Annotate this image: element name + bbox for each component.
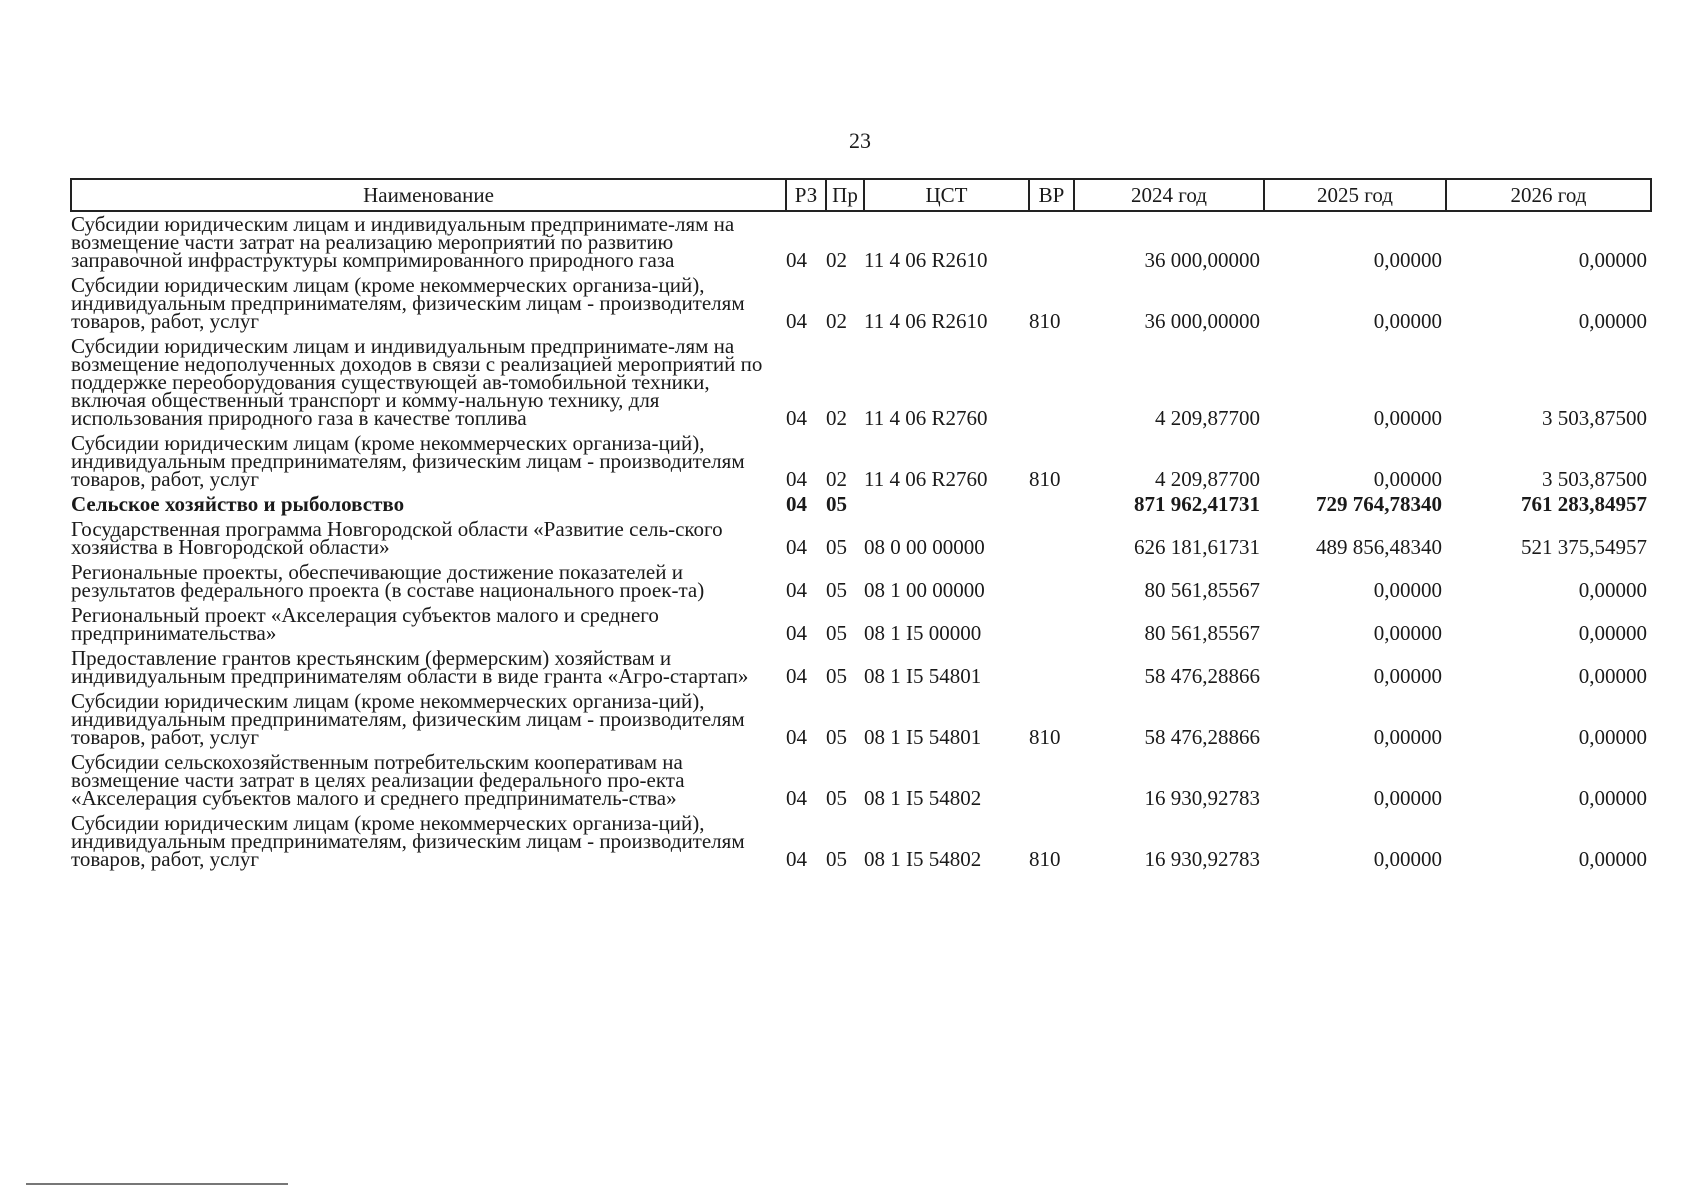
row-value-2025: 0,00000 [1373, 406, 1442, 430]
row-value-2025: 729 764,78340 [1316, 492, 1442, 516]
budget-table [70, 178, 1652, 872]
row-value-2025: 0,00000 [1373, 578, 1442, 602]
row-vr [1029, 334, 1074, 431]
row-name: Региональный проект «Акселерация субъектов малого и среднего предпринимательства» [71, 603, 659, 645]
row-name: Субсидии юридическим лицам и индивидуальным предпринимате-лям на возмещение недополученных доходов в связи с реализацией мероприятий по поддержке переоборудования существующей ав-томобильной техники, включая общественный транспорт и комму-нальную технику, для использования природного газа в качестве топлива [71, 334, 763, 430]
row-value-2026: 0,00000 [1578, 725, 1647, 749]
footer-rule [26, 1183, 288, 1185]
row-vr [1029, 211, 1074, 273]
table-row [71, 811, 1651, 872]
table-row [71, 603, 1651, 646]
row-pr: 02 [826, 467, 847, 491]
row-value-2026: 0,00000 [1578, 309, 1647, 333]
row-value-2024: 16 930,92783 [1144, 786, 1260, 810]
row-name: Сельское хозяйство и рыболовство [71, 492, 405, 516]
table-row [71, 273, 1651, 334]
row-name: Субсидии юридическим лицам и индивидуальным предпринимате-лям на возмещение части затрат на реализацию мероприятий по развитию заправочной инфраструктуры компримированного природного газа [71, 212, 735, 272]
row-rz: 04 [786, 492, 807, 516]
row-value-2024: 80 561,85567 [1144, 621, 1260, 645]
row-rz: 04 [786, 847, 807, 871]
row-value-2024: 16 930,92783 [1144, 847, 1260, 871]
row-value-2026: 0,00000 [1578, 847, 1647, 871]
row-value-2024: 871 962,41731 [1134, 492, 1260, 516]
row-vr: 810 [1029, 467, 1061, 491]
table-body [71, 211, 1651, 872]
table-row [71, 689, 1651, 750]
row-vr [1029, 560, 1074, 603]
row-value-2025: 0,00000 [1373, 725, 1442, 749]
header-pr: Пр [826, 179, 864, 211]
header-2024: 2024 год [1074, 179, 1264, 211]
row-vr: 810 [1029, 725, 1061, 749]
row-pr: 05 [826, 492, 847, 516]
table-row [71, 560, 1651, 603]
row-value-2024: 58 476,28866 [1144, 725, 1260, 749]
header-vr: ВР [1029, 179, 1074, 211]
row-pr: 02 [826, 309, 847, 333]
table-header-row [71, 179, 1651, 211]
row-value-2026: 0,00000 [1578, 248, 1647, 272]
row-vr [1029, 517, 1074, 560]
header-2025: 2025 год [1264, 179, 1446, 211]
table-row [71, 646, 1651, 689]
row-name: Субсидии юридическим лицам (кроме некоммерческих организа-ций), индивидуальным предпринимателям, физическим лицам - производителям товаров, работ, услуг [71, 431, 745, 491]
row-name: Субсидии юридическим лицам (кроме некоммерческих организа-ций), индивидуальным предпринимателям, физическим лицам - производителям товаров, работ, услуг [71, 811, 745, 871]
row-cst: 08 1 I5 54801 [864, 725, 982, 749]
row-value-2024: 4 209,87700 [1155, 406, 1260, 430]
row-value-2025: 0,00000 [1373, 847, 1442, 871]
row-cst: 08 0 00 00000 [864, 535, 985, 559]
row-cst: 08 1 I5 54802 [864, 786, 982, 810]
row-pr: 05 [826, 847, 847, 871]
row-value-2026: 0,00000 [1578, 786, 1647, 810]
header-name: Наименование [71, 179, 786, 211]
row-value-2024: 36 000,00000 [1144, 309, 1260, 333]
row-rz: 04 [786, 786, 807, 810]
row-cst: 11 4 06 R2610 [864, 309, 988, 333]
row-vr: 810 [1029, 309, 1061, 333]
row-rz: 04 [786, 406, 807, 430]
row-pr: 05 [826, 786, 847, 810]
row-rz: 04 [786, 535, 807, 559]
row-vr [1029, 646, 1074, 689]
row-value-2026: 0,00000 [1578, 664, 1647, 688]
row-pr: 02 [826, 248, 847, 272]
header-2026: 2026 год [1446, 179, 1651, 211]
row-value-2026: 521 375,54957 [1521, 535, 1647, 559]
row-rz: 04 [786, 467, 807, 491]
row-cst: 08 1 I5 54801 [864, 664, 982, 688]
row-vr [1029, 492, 1074, 517]
table-row [71, 334, 1651, 431]
header-rz: РЗ [786, 179, 826, 211]
row-rz: 04 [786, 664, 807, 688]
row-value-2024: 36 000,00000 [1144, 248, 1260, 272]
table-row [71, 492, 1651, 517]
row-rz: 04 [786, 248, 807, 272]
row-pr: 02 [826, 406, 847, 430]
row-pr: 05 [826, 578, 847, 602]
row-cst: 11 4 06 R2760 [864, 467, 988, 491]
row-name: Предоставление грантов крестьянским (фермерским) хозяйствам и индивидуальным предпринимателям области в виде гранта «Агро-стартап» [71, 646, 749, 688]
row-value-2025: 0,00000 [1373, 664, 1442, 688]
row-value-2026: 0,00000 [1578, 621, 1647, 645]
header-cst: ЦСТ [864, 179, 1029, 211]
table-row [71, 517, 1651, 560]
row-value-2024: 58 476,28866 [1144, 664, 1260, 688]
row-value-2025: 489 856,48340 [1316, 535, 1442, 559]
row-value-2024: 4 209,87700 [1155, 467, 1260, 491]
row-name: Субсидии юридическим лицам (кроме некоммерческих организа-ций), индивидуальным предпринимателям, физическим лицам - производителям товаров, работ, услуг [71, 273, 745, 333]
row-cst: 08 1 00 00000 [864, 578, 985, 602]
table-row [71, 431, 1651, 492]
page-number: 23 [849, 128, 871, 153]
row-value-2026: 3 503,87500 [1542, 406, 1647, 430]
table-row [71, 750, 1651, 811]
row-value-2026: 0,00000 [1578, 578, 1647, 602]
row-value-2024: 80 561,85567 [1144, 578, 1260, 602]
row-value-2026: 761 283,84957 [1521, 492, 1647, 516]
row-vr: 810 [1029, 847, 1061, 871]
row-cst: 08 1 I5 00000 [864, 621, 982, 645]
row-name: Региональные проекты, обеспечивающие достижение показателей и результатов федерального проекта (в составе национального проек-та) [71, 560, 705, 602]
row-pr: 05 [826, 725, 847, 749]
row-value-2025: 0,00000 [1373, 467, 1442, 491]
row-name: Государственная программа Новгородской области «Развитие сель-ского хозяйства в Новгородской области» [71, 517, 723, 559]
row-value-2025: 0,00000 [1373, 309, 1442, 333]
row-name: Субсидии юридическим лицам (кроме некоммерческих организа-ций), индивидуальным предпринимателям, физическим лицам - производителям товаров, работ, услуг [71, 689, 745, 749]
row-rz: 04 [786, 725, 807, 749]
row-pr: 05 [826, 535, 847, 559]
row-value-2025: 0,00000 [1373, 621, 1442, 645]
row-rz: 04 [786, 309, 807, 333]
row-vr [1029, 603, 1074, 646]
row-cst: 11 4 06 R2610 [864, 248, 988, 272]
row-value-2025: 0,00000 [1373, 248, 1442, 272]
row-rz: 04 [786, 621, 807, 645]
row-pr: 05 [826, 664, 847, 688]
row-value-2024: 626 181,61731 [1134, 535, 1260, 559]
row-pr: 05 [826, 621, 847, 645]
table-row [71, 211, 1651, 273]
row-name: Субсидии сельскохозяйственным потребительским кооперативам на возмещение части затрат в целях реализации федерального про-екта «Акселерация субъектов малого и среднего предприниматель-ства» [71, 750, 685, 810]
row-vr [1029, 750, 1074, 811]
row-cst [864, 492, 1029, 517]
row-value-2026: 3 503,87500 [1542, 467, 1647, 491]
row-cst: 08 1 I5 54802 [864, 847, 982, 871]
row-value-2025: 0,00000 [1373, 786, 1442, 810]
row-cst: 11 4 06 R2760 [864, 406, 988, 430]
row-rz: 04 [786, 578, 807, 602]
